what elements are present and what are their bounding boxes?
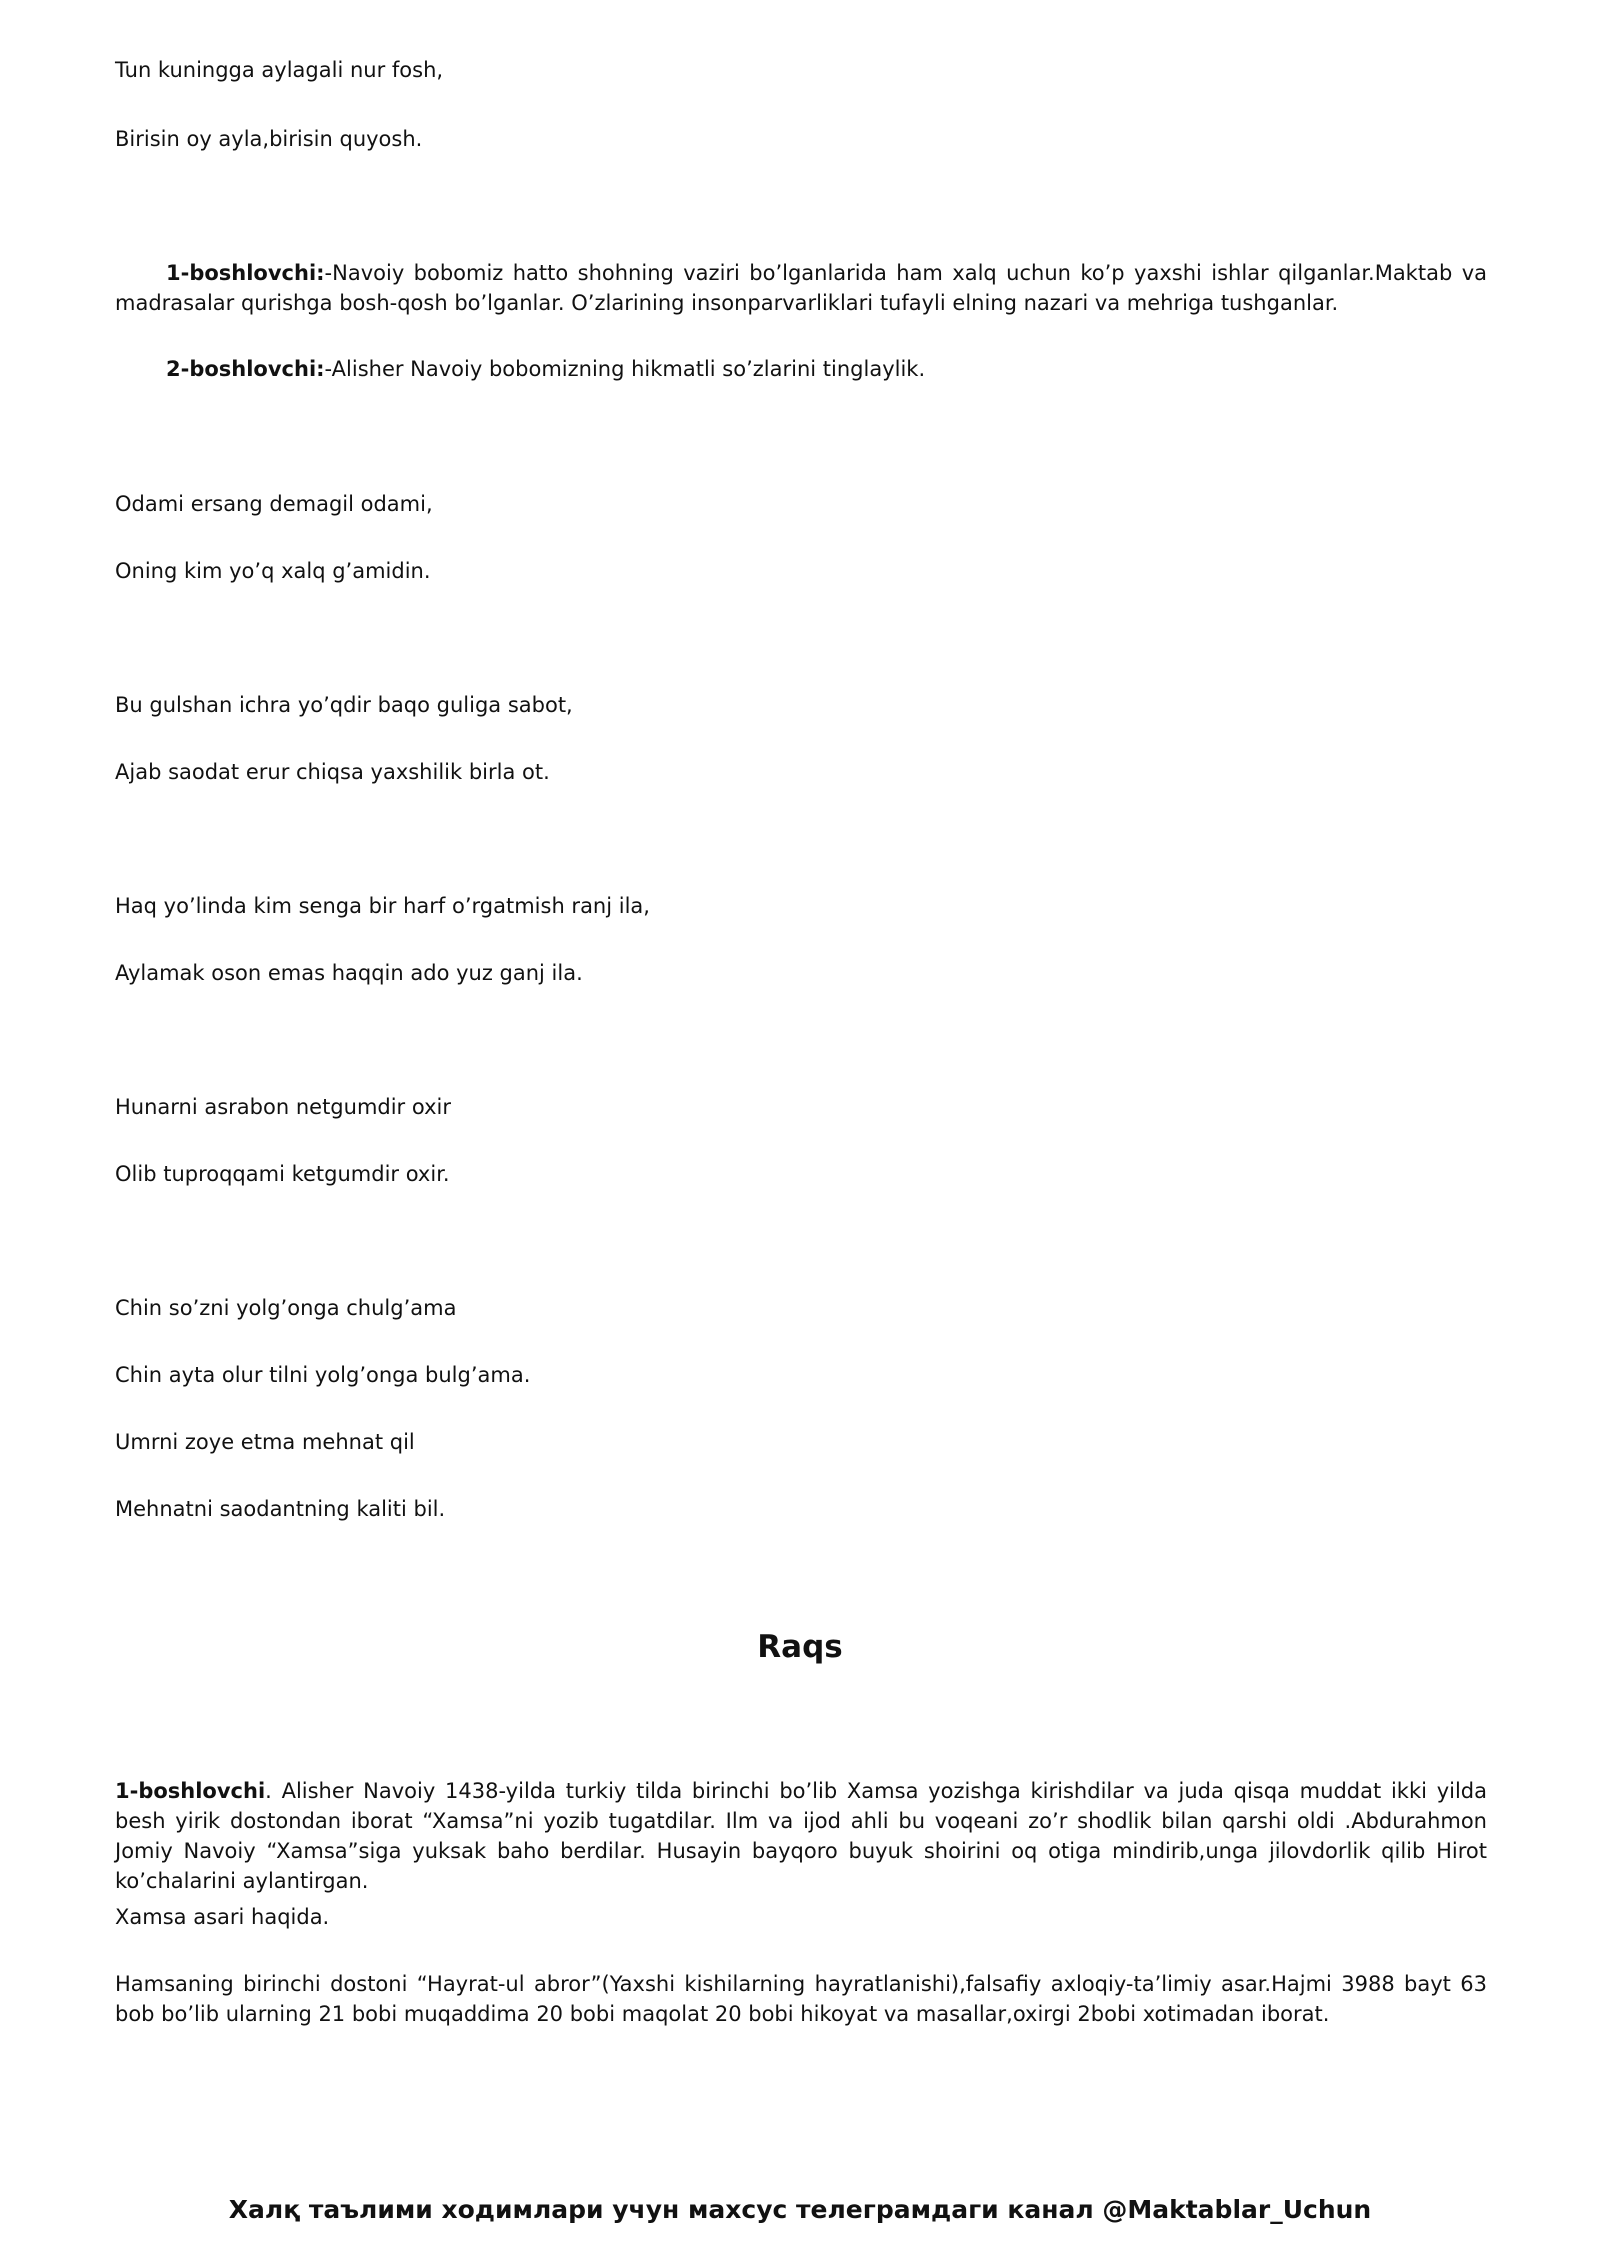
speaker-label: 2-boshlovchi: bbox=[166, 357, 325, 381]
verse-line: Olib tuproqqami ketgumdir oxir. bbox=[115, 1162, 450, 1186]
verse-line: Chin ayta olur tilni yolg’onga bulg’ama. bbox=[115, 1363, 531, 1387]
verse-line: Chin so’zni yolg’onga chulg’ama bbox=[115, 1296, 457, 1320]
paragraph-text: . Alisher Navoiy 1438-yilda turkiy tilda birinchi bo’lib Xamsa yozishga kirishdilar va juda qisqa muddat ikki yilda besh yirik dostondan iborat “Xamsa”ni yozib tugatdilar. Ilm va ijod ahli bu voqeani zo’r shodlik bilan qarshi oldi .Abdurahmon Jomiy Navoiy “Xamsa”siga yuksak baho berdilar. Husayin bayqoro buyuk shoirini oq otiga mindirib,unga jilovdorlik qilib Hirot ko’chalarini aylantirgan. bbox=[115, 1779, 1487, 1893]
section-paragraph-1 bbox=[115, 1776, 1487, 1896]
verse-line: Umrni zoye etma mehnat qil bbox=[115, 1430, 415, 1454]
paragraph-text: -Navoiy bobomiz hatto shohning vaziri bo’lganlarida ham xalq uchun ko’p yaxshi ishlar qilganlar.Maktab va madrasalar qurishga bosh-qosh bo’lganlar. O’zlarining insonparvarliklari tufayli elning nazari va mehriga tushganlar. bbox=[115, 261, 1487, 315]
verse-line: Odami ersang demagil odami, bbox=[115, 492, 433, 516]
speaker-label: 1-boshlovchi: bbox=[166, 261, 325, 285]
paragraph-text: -Alisher Navoiy bobomizning hikmatli so’zlarini tinglaylik. bbox=[324, 357, 926, 381]
verse-line: Birisin oy ayla,birisin quyosh. bbox=[115, 127, 423, 151]
section-heading: Raqs bbox=[757, 1629, 843, 1665]
verse-line: Aylamak oson emas haqqin ado yuz ganj ila. bbox=[115, 961, 583, 985]
verse-line: Oning kim yo’q xalq g’amidin. bbox=[115, 559, 431, 583]
verse-line: Tun kuningga aylagali nur fosh, bbox=[115, 58, 444, 82]
section-paragraph-3: Hamsaning birinchi dostoni “Hayrat-ul abror”(Yaxshi kishilarning hayratlanishi),falsafiy axloqiy-ta’limiy asar.Hajmi 3988 bayt 63 bob bo’lib ularning 21 bobi muqaddima 20 bobi maqolat 20 bobi hikoyat va masallar,oxirgi 2bobi xotimadan iborat. bbox=[115, 1972, 1487, 2026]
verse-line: Haq yo’linda kim senga bir harf o’rgatmish ranj ila, bbox=[115, 894, 650, 918]
verse-line: Bu gulshan ichra yo’qdir baqo guliga sabot, bbox=[115, 693, 573, 717]
footer-channel-note: Халқ таълими ходимлари учун махсус телеграмдаги канал @Maktablar_Uchun bbox=[228, 2195, 1372, 2224]
section-paragraph-2: Xamsa asari haqida. bbox=[115, 1905, 330, 1929]
verse-line: Ajab saodat erur chiqsa yaxshilik birla ot. bbox=[115, 760, 550, 784]
verse-line: Mehnatni saodantning kaliti bil. bbox=[115, 1497, 446, 1521]
verse-line: Hunarni asrabon netgumdir oxir bbox=[115, 1095, 451, 1119]
dialog-paragraph-1 bbox=[115, 258, 1487, 318]
dialog-paragraph-2 bbox=[115, 354, 1487, 384]
speaker-label: 1-boshlovchi bbox=[115, 1779, 266, 1803]
